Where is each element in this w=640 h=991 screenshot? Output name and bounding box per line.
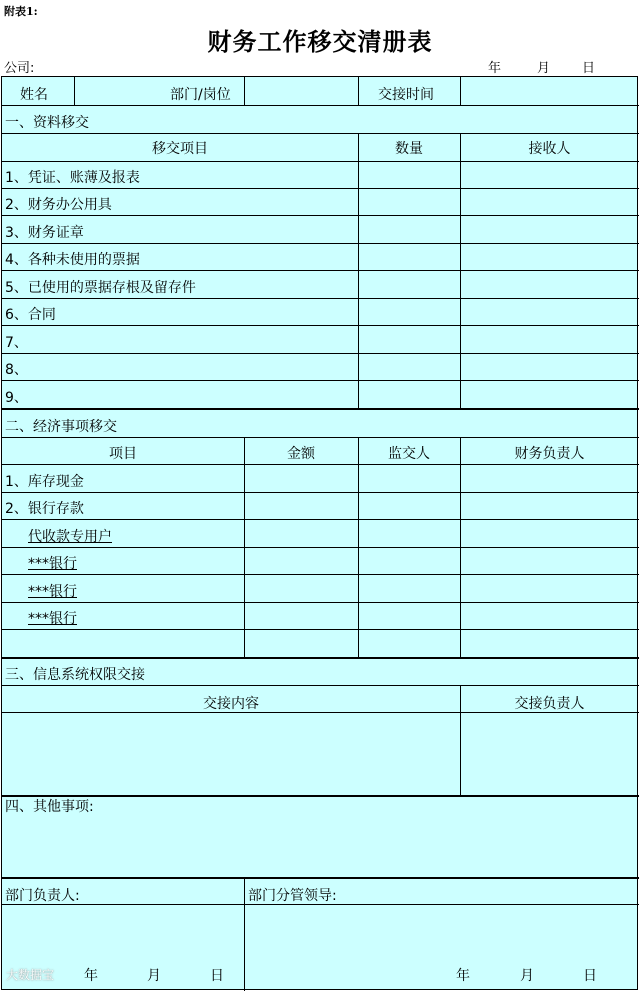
- sign1-month-label: 月: [147, 968, 161, 984]
- grid-line: [2, 215, 639, 216]
- grid-line: [2, 161, 639, 162]
- header-month-label: 月: [537, 61, 551, 76]
- grid-line: [460, 77, 461, 105]
- handover-form-table: [1, 76, 638, 990]
- section4-title: 四、其他事项:: [5, 799, 94, 815]
- sign2-month-label: 月: [520, 968, 534, 984]
- dept-position-label: 部门/岗位: [170, 87, 231, 103]
- section1-title: 一、资料移交: [5, 115, 89, 131]
- list-item: 4、各种未使用的票据: [5, 252, 140, 268]
- col-amount: 金额: [287, 446, 315, 462]
- dept-value-cell[interactable]: [246, 81, 356, 103]
- header-year-label: 年: [488, 61, 502, 76]
- col-quantity: 数量: [395, 141, 423, 157]
- list-item: 8、: [5, 362, 28, 378]
- list-item: 6、合同: [5, 307, 56, 323]
- company-label: 公司:: [4, 61, 35, 76]
- section-divider: [2, 408, 639, 410]
- grid-line: [2, 298, 639, 299]
- list-item: 7、: [5, 335, 28, 351]
- list-item: 9、: [5, 390, 28, 406]
- col-handover-owner: 交接负责人: [514, 696, 585, 712]
- grid-line: [2, 547, 639, 548]
- grid-line: [358, 133, 359, 409]
- grid-line: [2, 325, 639, 326]
- col-receiver: 接收人: [528, 141, 571, 157]
- list-item: 代收款专用户: [28, 529, 112, 545]
- grid-line: [2, 437, 639, 438]
- grid-line: [2, 629, 639, 630]
- grid-line: [2, 574, 639, 575]
- section2-title: 二、经济事项移交: [5, 419, 117, 435]
- grid-line: [74, 77, 75, 105]
- grid-line: [2, 712, 639, 713]
- section-divider: [2, 877, 639, 879]
- page-title: 财务工作移交清册表: [207, 27, 433, 56]
- header-day-label: 日: [582, 61, 596, 76]
- list-item: 2、财务办公用具: [5, 197, 112, 213]
- grid-line: [2, 904, 639, 905]
- name-value-cell[interactable]: [76, 81, 242, 103]
- dept-head-signature-cell[interactable]: [4, 907, 242, 965]
- grid-line: [2, 464, 639, 465]
- sign1-day-label: 日: [210, 968, 224, 984]
- grid-line: [2, 380, 639, 381]
- section-divider: [2, 795, 639, 797]
- grid-line: [244, 877, 245, 991]
- list-item: 2、银行存款: [5, 501, 84, 517]
- list-item: 1、凭证、账薄及报表: [5, 170, 140, 186]
- list-item: ***银行: [28, 556, 77, 572]
- grid-line: [2, 492, 639, 493]
- grid-line: [244, 77, 245, 105]
- dept-head-label: 部门负责人:: [5, 888, 80, 904]
- grid-line: [2, 353, 639, 354]
- handover-time-label: 交接时间: [378, 87, 434, 103]
- other-matters-cell[interactable]: [4, 819, 637, 873]
- col-item: 项目: [109, 446, 137, 462]
- name-label: 姓名: [20, 87, 48, 103]
- grid-line: [2, 188, 639, 189]
- col-finance-head: 财务负责人: [514, 446, 585, 462]
- col-supervisor: 监交人: [388, 446, 430, 462]
- section-divider: [2, 657, 639, 659]
- col-handover-content: 交接内容: [203, 696, 259, 712]
- watermark: 大数据宝: [6, 968, 55, 982]
- sign2-day-label: 日: [583, 968, 597, 984]
- dept-leader-label: 部门分管领导:: [248, 888, 337, 904]
- list-item: 3、财务证章: [5, 225, 84, 241]
- grid-line: [2, 519, 639, 520]
- list-item: ***银行: [28, 611, 77, 627]
- dept-leader-signature-cell[interactable]: [246, 907, 637, 965]
- attachment-label: 附表1:: [4, 5, 38, 18]
- handover-time-value-cell[interactable]: [462, 81, 637, 103]
- handover-content-cell[interactable]: [4, 715, 458, 793]
- section3-title: 三、信息系统权限交接: [5, 667, 145, 683]
- grid-line: [2, 685, 639, 686]
- grid-line: [2, 133, 639, 134]
- list-item: ***银行: [28, 584, 77, 600]
- list-item: 1、库存现金: [5, 474, 84, 490]
- grid-line: [2, 243, 639, 244]
- grid-line: [2, 270, 639, 271]
- sign1-year-label: 年: [84, 968, 98, 984]
- grid-line: [2, 602, 639, 603]
- grid-line: [460, 133, 461, 409]
- sign2-year-label: 年: [456, 968, 470, 984]
- col-handover-item: 移交项目: [152, 141, 208, 157]
- grid-line: [358, 77, 359, 105]
- handover-owner-cell[interactable]: [462, 715, 637, 793]
- grid-line: [2, 105, 639, 106]
- list-item: 5、已使用的票据存根及留存件: [5, 280, 196, 296]
